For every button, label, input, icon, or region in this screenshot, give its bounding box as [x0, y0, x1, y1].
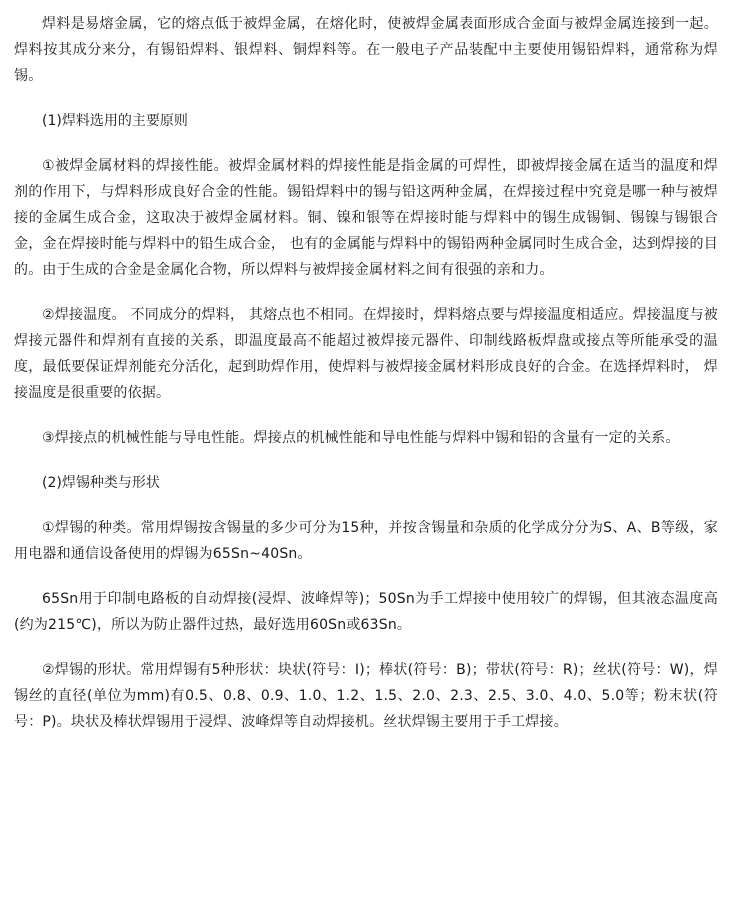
section-1-paragraph-2: ②焊接温度。 不同成分的焊料， 其熔点也不相同。在焊接时，焊料熔点要与焊接温度相适应。焊接温度与被焊接元器件和焊剂有直接的关系，即温度最高不能超过被焊接元器件、印制线路板焊盘或接点等所能承受的温度，最低要保证焊剂能充分活化，起到助焊作用，使焊料与被焊接金属材料形成良好的合金。在选择焊料时， 焊接温度是很重要的依据。: [14, 307, 718, 401]
paragraph-gap: [14, 406, 718, 425]
section-2-paragraph-3: ②焊锡的形状。常用焊锡有5种形状：块状(符号：I)；棒状(符号：B)；带状(符号：R)；丝状(符号：W)，焊锡丝的直径(单位为mm)有0.5、0.8、0.9、1.0、1.2、1.5、2.0、2.3、2.5、3.0、4.0、5.0等；粉末状(符号：P)。块状及棒状焊锡用于浸焊、波峰焊等自动焊接机。丝状焊锡主要用于手工焊接。: [14, 662, 718, 730]
section-2-paragraph-1: ①焊锡的种类。常用焊锡按含锡量的多少可分为15种，并按含锡量和杂质的化学成分分为S、A、B等级，家用电器和通信设备使用的焊锡为65Sn~40Sn。: [14, 520, 718, 562]
paragraph-gap: [14, 638, 718, 657]
document-body: [14, 11, 718, 735]
paragraph-gap: [14, 496, 718, 515]
paragraph-gap: [14, 451, 718, 470]
section-1-paragraph-3: ③焊接点的机械性能与导电性能。焊接点的机械性能和导电性能与焊料中锡和铅的含量有一定的关系。: [42, 430, 680, 446]
paragraph-gap: [14, 134, 718, 153]
section-1-heading: (1)焊料选用的主要原则: [42, 113, 188, 129]
paragraph-gap: [14, 283, 718, 302]
paragraph-gap: [14, 89, 718, 108]
section-1-paragraph-1: ①被焊金属材料的焊接性能。被焊金属材料的焊接性能是指金属的可焊性，即被焊接金属在适当的温度和焊剂的作用下，与焊料形成良好合金的性能。锡铅焊料中的锡与铅这两种金属，在焊接过程中究竟是哪一种与被焊接的金属生成合金，这取决于被焊金属材料。铜、镍和银等在焊接时能与焊料中的锡生成锡铜、锡镍与锡银合金，金在焊接时能与焊料中的铅生成合金， 也有的金属能与焊料中的锡铅两种金属同时生成合金，达到焊接的目的。由于生成的合金是金属化合物，所以焊料与被焊接金属材料之间有很强的亲和力。: [14, 158, 718, 278]
intro-paragraph: 焊料是易熔金属，它的熔点低于被焊金属，在熔化时，使被焊金属表面形成合金面与被焊金属连接到一起。焊料按其成分来分，有锡铅焊料、银焊料、铜焊料等。在一般电子产品装配中主要使用锡铅焊料，通常称为焊锡。: [14, 16, 718, 84]
paragraph-gap: [14, 567, 718, 586]
section-2-heading: (2)焊锡种类与形状: [42, 475, 160, 491]
section-2-paragraph-2: 65Sn用于印制电路板的自动焊接(浸焊、波峰焊等)；50Sn为手工焊接中使用较广的焊锡，但其液态温度高(约为215℃)，所以为防止器件过热，最好选用60Sn或63Sn。: [14, 591, 718, 633]
